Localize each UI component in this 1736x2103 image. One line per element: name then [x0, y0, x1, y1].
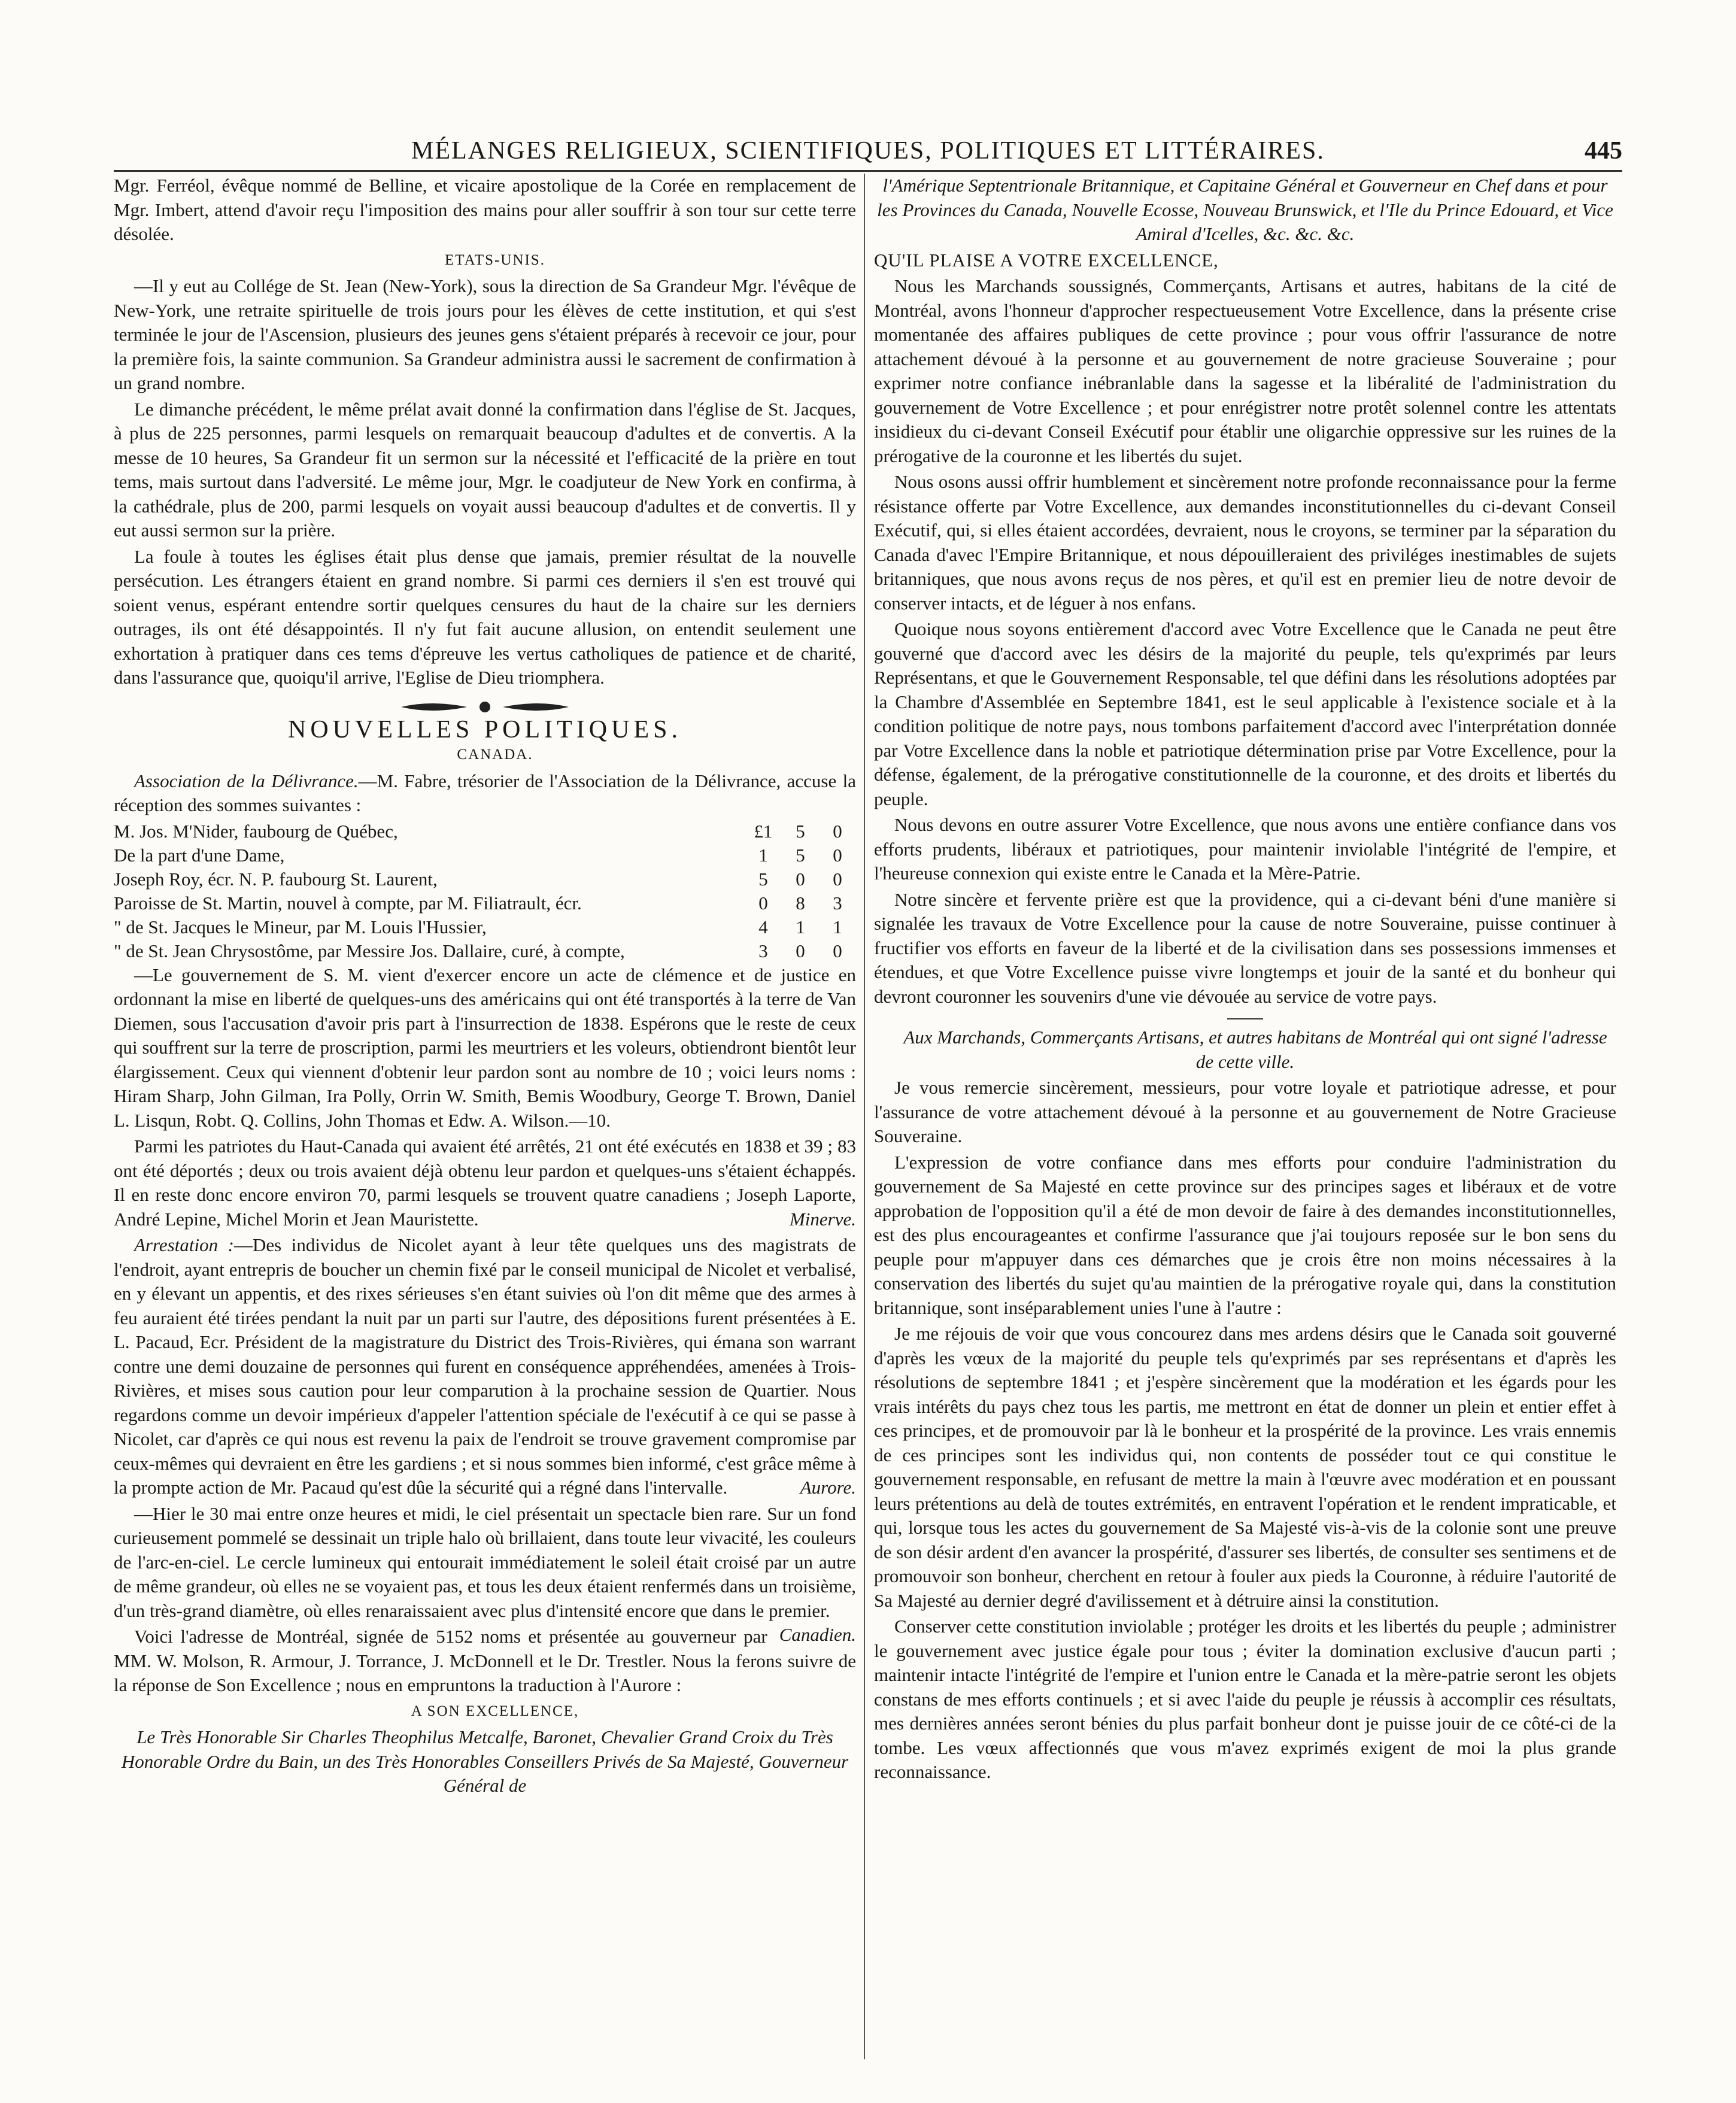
donation-pounds: 0 — [758, 892, 768, 914]
donation-pence: 0 — [833, 820, 842, 842]
donation-name: De la part d'une Dame, — [114, 844, 285, 866]
donation-pounds: 5 — [758, 868, 768, 890]
donation-pounds: 1 — [758, 844, 768, 866]
paragraph-osons: Nous osons aussi offrir humblement et sincèrement notre profonde reconnaissance pour la ferme résistance offerte par Votre Excellence, aux demandes inconstitutionnelles du ci-devant Conseil Exécutif, qui, si elles étaient accordées, devraient, nous le croyons, se terminer par la séparation du Canada d'avec l'Empire Britannique, et nous dépouilleraient des priviléges inestimables de sujets britanniques, que nous avons reçus de nos pères, et qu'il est en premier lieu de notre devoir de conserver intacts, et de léguer à nos enfans. — [874, 471, 1616, 614]
paragraph-quoique: Quoique nous soyons entièrement d'accord avec Votre Excellence que le Canada ne peut être gouverné que d'accord avec les désirs de la majorité du peuple, tels qu'exprimés par leurs Représentans, et que le Gouvernement Responsable, tel que défini dans les résolutions adoptées par la Chambre d'Assemblée en Septembre 1841, est le seul applicable à l'existence sociale et à la condition politique de notre pays, nous tombons parfaitement d'accord avec l'interprétation donnée par Votre Excellence dans la noble et patriotique détermination prise par Votre Excellence, pour la défense, également, de la prérogative constitutionnelle de la couronne, et des droits et libertés du peuple. — [874, 618, 1616, 809]
donation-pence: 0 — [833, 844, 842, 866]
donation-row — [114, 915, 856, 939]
signature-canadien: Canadien. — [779, 1624, 856, 1645]
donation-pence: 0 — [833, 868, 842, 890]
donation-name: Paroisse de St. Martin, nouvel à compte, par M. Filiatrault, écr. — [114, 892, 582, 914]
patriotes-text: Parmi les patriotes du Haut-Canada qui avaient été arrêtés, 21 ont été exécutés en 1838 et 39 ; 83 ont été déportés ; deux ou trois avaient déjà obtenu leur pardon et quelques-uns s'étaient échappés. Il en reste donc encore environ 70, parmi lesquels se trouvent quatre canadiens ; Joseph Laporte, André Lepine, Michel Morin et Jean Mauristette. — [114, 1136, 856, 1230]
donation-pounds: 4 — [758, 916, 768, 937]
donation-name: Joseph Roy, écr. N. P. faubourg St. Laurent, — [114, 868, 438, 890]
paragraph-metcalfe-end: l'Amérique Septentrionale Britannique, et Capitaine Général et Gouverneur en Chef dans et pour les Provinces du Canada, Nouvelle Ecosse, Nouveau Brunswick, et l'Ile du Prince Edouard, et Vice Amiral d'Icelles, &c. &c. &c. — [877, 175, 1613, 244]
donations-table — [114, 820, 856, 963]
donation-shillings: 8 — [796, 892, 805, 914]
left-column — [114, 174, 856, 1800]
donation-shillings: 0 — [796, 868, 805, 890]
paragraph-dimanche: Le dimanche précédent, le même prélat avait donné la confirmation dans l'église de St. Jacques, à plus de 225 personnes, parmi lesquels on remarquait beaucoup d'adultes et de convertis. A la messe de 10 heures, Sa Grandeur fit un sermon sur la nécessité et l'efficacité de la prière en tout tems, mais surtout dans l'adversité. Le même jour, Mgr. le coadjuteur de New York en confirma, à la cathédrale, plus de 200, parmi lesquels on voyait aussi beaucoup d'adultes et de convertis. Il y eut aussi sermon sur la prière. — [114, 398, 856, 541]
section-title-nouvelles: NOUVELLES POLITIQUES. — [288, 715, 682, 744]
ornament-divider — [395, 699, 575, 715]
page-header — [114, 136, 1622, 172]
paragraph-patriotes — [114, 1134, 856, 1231]
paragraph-adresse: Voici l'adresse de Montréal, signée de 5152 noms et présentée au gouverneur par MM. W. Molson, R. Armour, J. Torrance, J. McDonnell et le Dr. Trestler. Nous la ferons suivre de la réponse de Son Excellence ; nous en empruntons la traduction à l'Aurore : — [114, 1626, 856, 1695]
paragraph-college: —Il y eut au Collége de St. Jean (New-York), sous la direction de Sa Grandeur Mgr. l'évêque de New-York, une retraite spirituelle de trois jours pour les élèves de cette institution, et qui s'est terminée le jour de l'Ascension, plusieurs des jeunes gens s'étaient préparés à recevoir ce jour, pour la première fois, la sainte communion. Sa Grandeur administra aussi le sacrement de confirmation à un grand nombre. — [114, 275, 856, 393]
reply-heading: Aux Marchands, Commerçants Artisans, et autres habitans de Montréal qui ont signé l'adresse de cette ville. — [903, 1027, 1607, 1072]
donation-name: M. Jos. M'Nider, faubourg de Québec, — [114, 820, 398, 842]
donation-shillings: 5 — [796, 820, 805, 842]
signature-minerve: Minerve. — [789, 1208, 856, 1230]
signature-aurore: Aurore. — [800, 1477, 856, 1498]
paragraph-devons: Nous devons en outre assurer Votre Excellence, que nous avons une entière confiance dans vos efforts prudents, libéraux et patriotiques, pour maintenir inviolable l'intégrité de l'empire, et l'heureuse connexion qui existe entre le Canada et la Mère-Patrie. — [874, 814, 1616, 884]
paragraph-arrestation — [114, 1233, 856, 1500]
donation-pence: 1 — [833, 916, 842, 937]
paragraph-association — [114, 769, 856, 818]
paragraph-gouvernement: —Le gouvernement de S. M. vient d'exercer encore un acte de clémence et de justice en ordonnant la mise en liberté de quelques-uns des américains qui ont été transportés à la terre de Van Diemen, sous l'accusation d'avoir pris part à l'insurrection de 1838. Espérons que le reste de ceux qui souffrent sur la terre de proscription, parmi les meurtriers et les voleurs, obtiendront bientôt leur élargissement. Ceux qui viennent d'obtenir leur pardon sont au nombre de 10 ; voici leurs noms : Hiram Sharp, John Gilman, Ira Polly, Orrin W. Smith, Bemis Woodbury, George T. Brown, Daniel L. Lisqun, Robt. Q. Collins, John Thomas et Edw. A. Wilson.—10. — [114, 964, 856, 1131]
paragraph-metcalfe-start: Le Très Honorable Sir Charles Theophilus Metcalfe, Baronet, Chevalier Grand Croix du Très Honorable Ordre du Bain, un des Très Honorables Conseillers Privés de Sa Majesté, Gouverneur Général de — [121, 1726, 849, 1796]
donation-pounds: £1 — [754, 820, 773, 842]
halo-text: —Hier le 30 mai entre onze heures et midi, le ciel présentait un spectacle bien rare. Sur un fond curieusement pommelé se dessinait un triple halo où brillaient, dans toute leur vivacité, les couleurs de l'arc-en-ciel. Le cercle lumineux qui entourait immédiatement le soleil était croisé par un autre de même grandeur, où elles ne se voyaient pas, et tous les deux étaient renfermés dans un troisième, d'un très-grand diamètre, où elles renaraissaient avec plus d'intensité encore que dans le premier. — [114, 1503, 856, 1621]
column-rule — [864, 174, 865, 2059]
heading-quil-plaise: QU'IL PLAISE A VOTRE EXCELLENCE, — [874, 249, 1219, 271]
paragraph-expression: L'expression de votre confiance dans mes efforts pour conduire l'administration du gouvernement de Sa Majesté en cette province sur des principes sages et libéraux et de votre approbation de l'opposition qu'il a été de mon devoir de faire à des demandes inconstitutionnelles, est des plus encourageantes et confirme l'assurance que j'ai toujours reposée sur le bon sens du peuple pour m'appuyer dans ces démarches que je crois être non moins nécessaires à la conservation des libertés du sujet qu'au maintien de la prérogative royale qui, dans la constitution britannique, sont inséparablement unies l'une à l'autre : — [874, 1151, 1616, 1318]
paragraph-rejouis: Je me réjouis de voir que vous concourez dans mes ardens désirs que le Canada soit gouverné d'après les vœux de la majorité du peuple tels qu'exprimés par ses représentans et d'après les résolutions de septembre 1841 ; et j'espère sincèrement que la modération et les égards pour les vrais intérêts du pays chez tous les partis, me mettront en état de donner un plein et entier effet à ces principes, et de promouvoir par là le bonheur et la prospérité de la province. Les vrais ennemis de ces principes sont les individus qui, non contents de posséder tout ce qui constitue le gouvernement responsable, en refusant de mettre la main à l'œuvre avec modération et en poussant leurs prétentions au delà de toutes extrémités, en entravent l'opération et le rendent impraticable, et qui, lorsque tous les actes du gouvernement de Sa Majesté vis-à-vis de la colonie sont une preuve de son désir ardent d'en avancer la prospérité, d'assurer ses libertés, de consulter ses sentimens et de promouvoir son bonheur, cherchent en retour à fouler aux pieds la Couronne, à réduire l'autorité de Sa Majesté au dernier degré d'avilissement et à détruire ainsi la constitution. — [874, 1323, 1616, 1611]
heading-etats-unis: ETATS-UNIS. — [445, 251, 545, 268]
short-rule — [1227, 1018, 1263, 1019]
heading-canada: CANADA. — [457, 746, 533, 763]
association-text: —M. Fabre, trésorier de l'Association de la Délivrance, accuse la réception des sommes suivantes : — [114, 770, 856, 815]
paragraph-foule: La foule à toutes les églises était plus dense que jamais, premier résultat de la nouvelle persécution. Les étrangers étaient en grand nombre. Si parmi ces derniers il s'en est trouvé qui soient venus, espérant entendre sortir quelques censures du haut de la chaire sur les derniers outrages, ils ont été désappointés. Il n'y fut fait aucune allusion, on entendit seulement une exhortation à pratiquer dans ces tems d'épreuve les vertus catholiques de patience et de charité, dans l'assurance que, quoiqu'il arrive, l'Eglise de Dieu triomphera. — [114, 545, 856, 688]
paragraph-conserver: Conserver cette constitution inviolable ; protéger les droits et les libertés du peuple ; administrer le gouvernement avec justice égale pour tous ; éviter la domination exclusive d'aucun parti ; maintenir intacte l'intégrité de l'empire et l'union entre le Canada et la mère-patrie seront les objets constans de mes efforts continuels ; et si avec l'aide du peuple je réussis à accomplir ces résultats, mes dernières années seront bénies du plus parfait bonheur dont je puisse jouir de ce côté-ci de la tombe. Les vœux affectionnés que vous m'avez exprimés exigent de moi la plus grande reconnaissance. — [874, 1616, 1616, 1782]
arrestation-title: Arrestation : — [134, 1234, 234, 1255]
paragraph-marchands: Nous les Marchands soussignés, Commerçants, Artisans et autres, habitans de la cité de Montréal, avons l'honneur d'approcher respectueusement Votre Excellence, dans la présente crise momentanée des affaires publiques de cette province ; pour vous offrir l'assurance de notre attachement dévoué à la personne et au gouvernement de notre gracieuse Souveraine ; pour exprimer notre confiance inébranlable dans la sagesse et la libéralité de l'administration du gouvernement de Votre Excellence ; et pour enrégistrer notre protêt solennel contre les attentats insidieux du ci-devant Conseil Exécutif pour établir une oligarchie oppressive sur les ruines de la prérogative de la couronne et les libertés du sujet. — [874, 275, 1616, 466]
donation-pounds: 3 — [758, 940, 768, 961]
paragraph-remercie: Je vous remercie sincèrement, messieurs, pour votre loyale et patriotique adresse, et pour l'assurance de votre attachement dévoué à la personne et au gouvernement de Notre Gracieuse Souveraine. — [874, 1077, 1616, 1146]
donation-shillings: 0 — [796, 940, 805, 961]
paragraph-halo — [114, 1502, 856, 1645]
association-title: Association de la Délivrance. — [134, 770, 359, 791]
donation-pence: 0 — [833, 940, 842, 961]
page-number: 445 — [1585, 137, 1622, 165]
donation-row — [114, 820, 856, 843]
paragraph-ferreol: Mgr. Ferréol, évêque nommé de Belline, et vicaire apostolique de la Corée en remplacement de Mgr. Imbert, attend d'avoir reçu l'imposition des mains pour aller souffrir à son tour sur cette terre désolée. — [114, 175, 856, 244]
paragraph-priere: Notre sincère et fervente prière est que la providence, qui a ci-devant béni d'une manière si signalée les travaux de Votre Excellence pour la cause de notre Souveraine, puisse continuer à fructifier vos efforts en faveur de la liberté et de la civilisation dans ses possessions immenses et étendues, et que Votre Excellence puisse vivre longtemps et jouir de la santé et du bonheur qui devront couronner les souvenirs d'une vie dévouée au service de votre pays. — [874, 888, 1616, 1007]
heading-a-son-excellence: A SON EXCELLENCE, — [411, 1703, 579, 1719]
donation-shillings: 1 — [796, 916, 805, 937]
running-head: MÉLANGES RELIGIEUX, SCIENTIFIQUES, POLITIQUES ET LITTÉRAIRES. — [411, 137, 1325, 165]
donation-row — [114, 867, 856, 891]
arrestation-text: —Des individus de Nicolet ayant à leur tête quelques uns des magistrats de l'endroit, ayant entrepris de boucher un chemin fixé par le conseil municipal de Nicolet et verbalisé, en y élevant un appentis, et des rixes sérieuses s'en étant suivies où l'on dit même que des armes à feu auraient été tirées pendant la nuit par un parti sur l'autre, des dépositions furent présentées à E. L. Pacaud, Ecr. Président de la magistrature du District des Trois-Rivières, qui émana son warrant contre une demi douzaine de personnes qui furent en conséquence appréhendées, amenées à Trois-Rivières, et mises sous caution pour leur comparution à la prochaine session de Quartier. Nous regardons comme un devoir impérieux d'appeler l'attention spéciale de l'exécutif à ce qui se passe à Nicolet, car d'après ce qui nous est revenu la paix de l'endroit se trouve gravement compromise par ceux-mêmes qui devraient en être les gardiens ; et si nous sommes bien informé, c'est grâce même à la prompte action de Mr. Pacaud qu'est dûe la sécurité qui a régné dans l'intervalle. — [114, 1234, 856, 1498]
donation-shillings: 5 — [796, 844, 805, 866]
donation-row — [114, 843, 856, 867]
right-column — [874, 174, 1616, 1786]
donation-name: " de St. Jean Chrysostôme, par Messire Jos. Dallaire, curé, à compte, — [114, 940, 625, 961]
donation-row — [114, 891, 856, 915]
donation-row — [114, 939, 856, 963]
donation-pence: 3 — [833, 892, 842, 914]
donation-name: " de St. Jacques le Mineur, par M. Louis l'Hussier, — [114, 916, 487, 937]
